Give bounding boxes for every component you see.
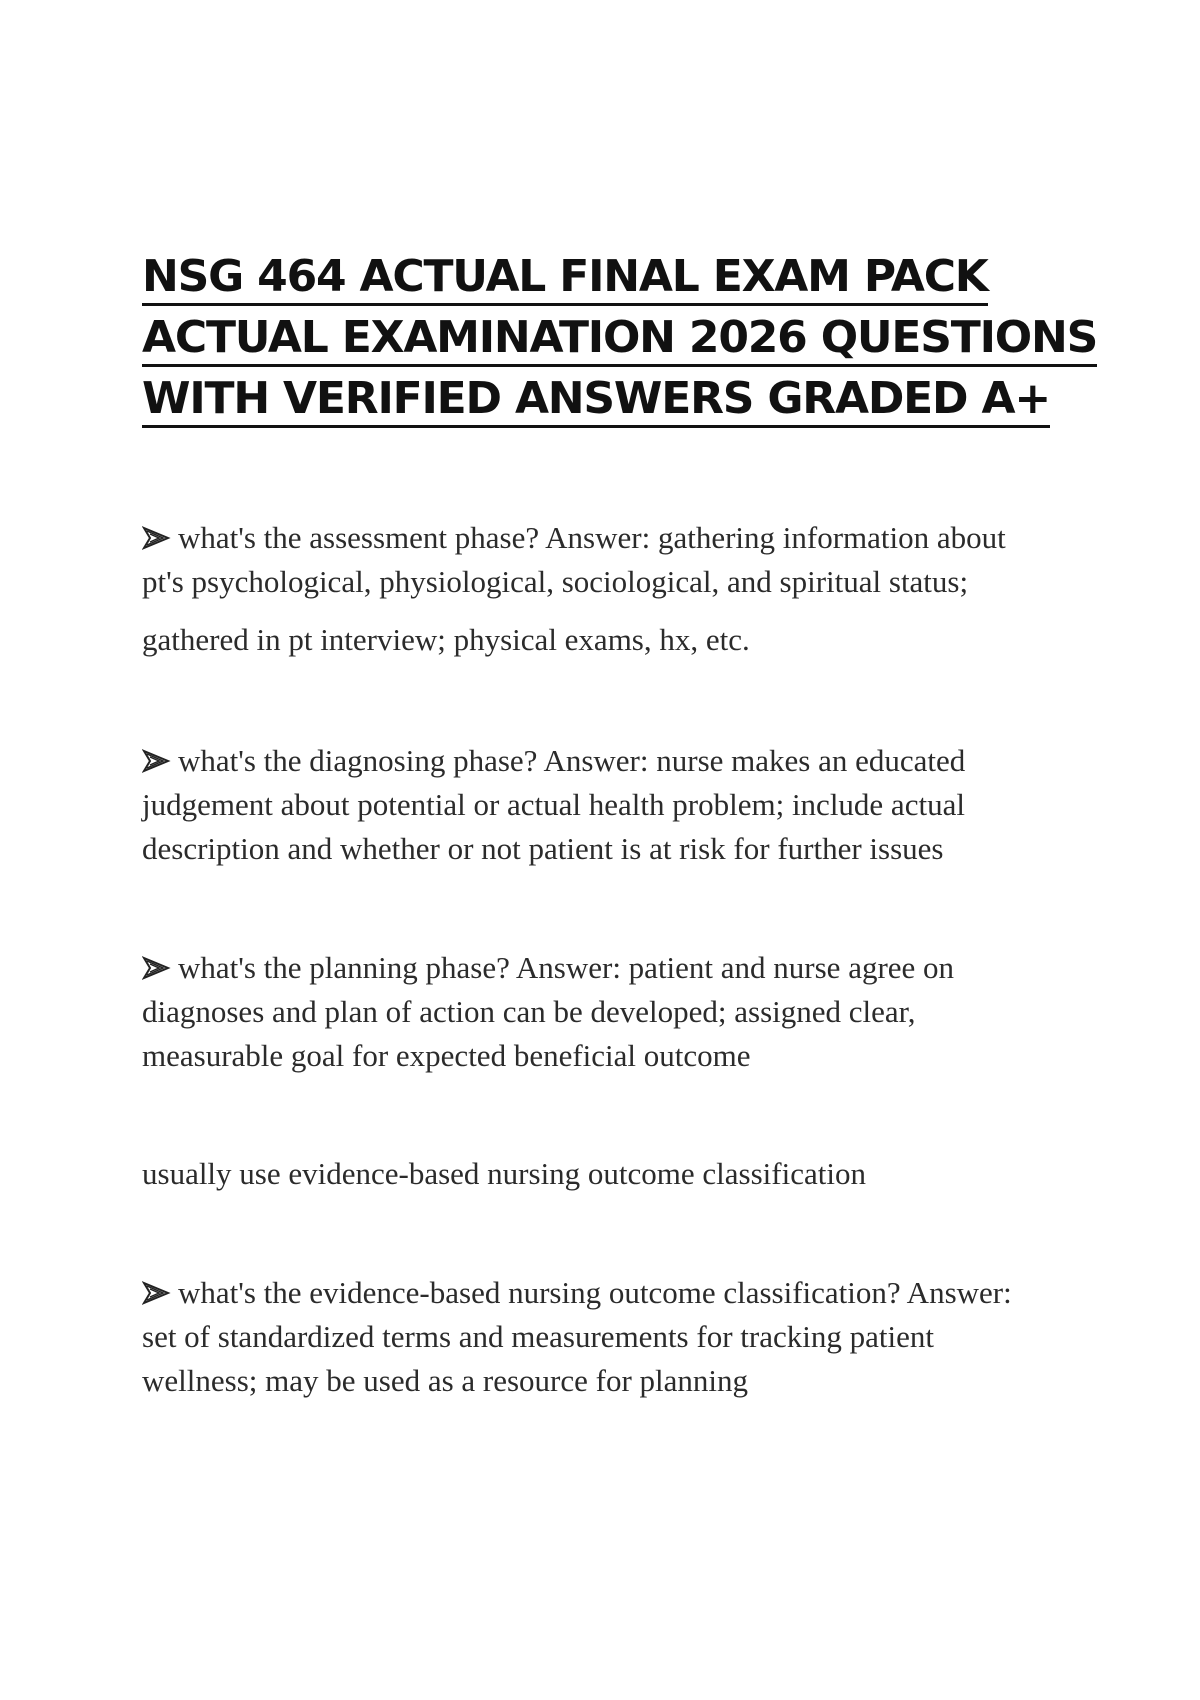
qa-item-assessment xyxy=(142,516,1042,604)
qa-item-text: gathered in pt interview; physical exams, hx, etc. xyxy=(142,622,750,657)
qa-item-planning xyxy=(142,946,1042,1078)
qa-item-outcome-classification xyxy=(142,1271,1042,1403)
qa-item-continuation xyxy=(142,618,1042,662)
qa-item-text: what's the diagnosing phase? Answer: nurse makes an educated judgement about potential or actual health problem; include actual description and whether or not patient is at risk for further issues xyxy=(142,743,966,866)
qa-item-text: what's the assessment phase? Answer: gathering information about pt's psychological, physiological, sociological, and spiritual status; xyxy=(142,520,1006,599)
arrowhead-bullet-icon xyxy=(142,749,172,773)
qa-item-text: usually use evidence-based nursing outcome classification xyxy=(142,1156,866,1191)
qa-item-text: what's the evidence-based nursing outcome classification? Answer: set of standardized terms and measurements for tracking patient wellness; may be used as a resource for planning xyxy=(142,1275,1012,1398)
qa-item-diagnosing xyxy=(142,739,1042,871)
arrowhead-bullet-icon xyxy=(142,956,172,980)
document-title xyxy=(142,248,1098,431)
qa-item-note xyxy=(142,1152,1042,1196)
title-line-3: WITH VERIFIED ANSWERS GRADED A+ xyxy=(142,373,1050,428)
arrowhead-bullet-icon xyxy=(142,526,172,550)
qa-item-text: what's the planning phase? Answer: patient and nurse agree on diagnoses and plan of action can be developed; assigned clear, measurable goal for expected beneficial outcome xyxy=(142,950,955,1073)
arrowhead-bullet-icon xyxy=(142,1281,172,1305)
title-line-1: NSG 464 ACTUAL FINAL EXAM PACK xyxy=(142,251,988,306)
title-line-2: ACTUAL EXAMINATION 2026 QUESTIONS xyxy=(142,312,1097,367)
